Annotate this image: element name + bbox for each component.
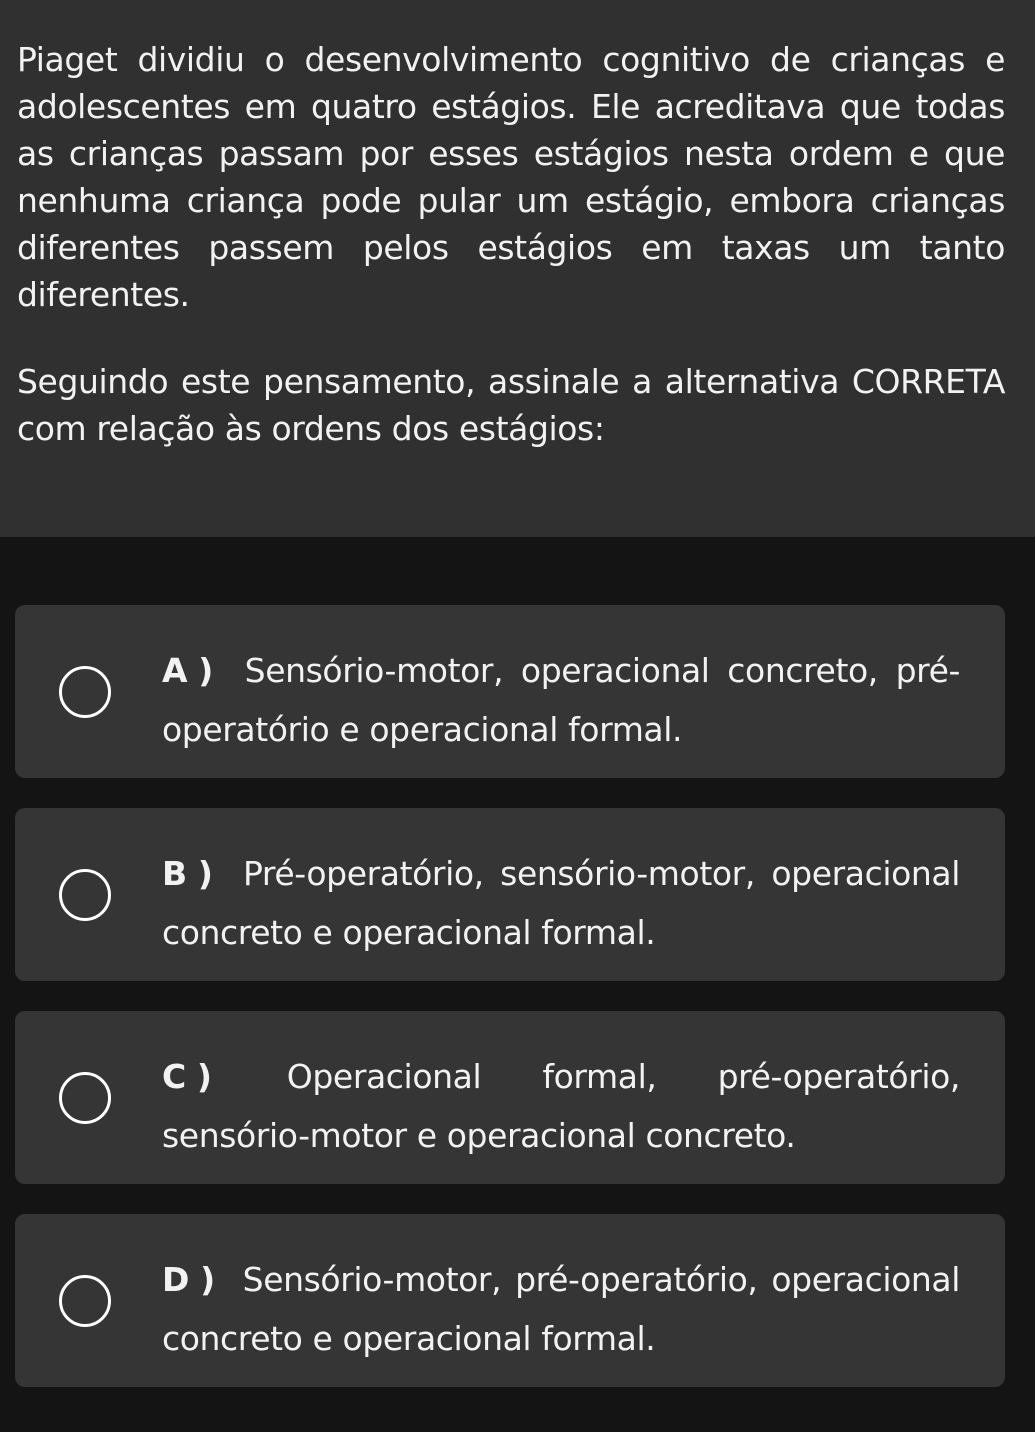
question-paragraph-prompt: Seguindo este pensamento, assinale a alternativa CORRETA com relação às ordens dos estágios: (17, 362, 1005, 448)
radio-button-icon[interactable] (59, 869, 111, 921)
option-b-text (162, 844, 960, 962)
answer-options (15, 605, 1005, 1417)
option-letter: D ) (162, 1260, 215, 1299)
radio-button-icon[interactable] (59, 1072, 111, 1124)
radio-button-icon[interactable] (59, 666, 111, 718)
option-letter: A ) (162, 651, 213, 690)
option-label: Pré-operatório, sensório-motor, operacional concreto e operacional formal. (162, 854, 960, 952)
option-d[interactable] (15, 1214, 1005, 1387)
option-b[interactable] (15, 808, 1005, 981)
option-a[interactable] (15, 605, 1005, 778)
radio-button-icon[interactable] (59, 1275, 111, 1327)
question-paragraph-intro: Piaget dividiu o desenvolvimento cognitivo de crianças e adolescentes em quatro estágios. Ele acreditava que todas as crianças passam por esses estágios nesta ordem e que nenhuma criança pode pular um estágio, embora crianças diferentes passem pelos estágios em taxas um tanto diferentes. (17, 40, 1005, 314)
question-panel (0, 0, 1035, 537)
option-c-text (162, 1047, 960, 1165)
option-letter: C ) (162, 1057, 212, 1096)
option-c[interactable] (15, 1011, 1005, 1184)
option-d-text (162, 1250, 960, 1368)
option-letter: B ) (162, 854, 213, 893)
option-label: Sensório-motor, operacional concreto, pré-operatório e operacional formal. (162, 651, 960, 749)
option-label: Operacional formal, pré-operatório, sensório-motor e operacional concreto. (162, 1057, 961, 1155)
option-label: Sensório-motor, pré-operatório, operacional concreto e operacional formal. (162, 1260, 961, 1358)
option-a-text (162, 641, 960, 759)
